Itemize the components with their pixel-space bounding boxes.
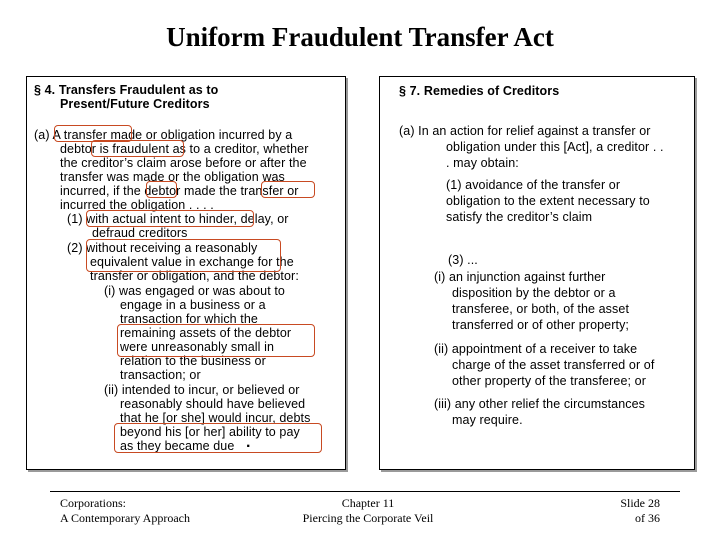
text-line: that he [or she] would incur, debts [120, 411, 311, 425]
text-line: (2) without receiving a reasonably [67, 241, 258, 255]
text-line: transaction for which the [120, 312, 258, 326]
text-line: other property of the transferee; or [452, 374, 646, 388]
text-line: were unreasonably small in [120, 340, 275, 354]
highlight-ability-to-pay [114, 423, 322, 453]
text-line: transferee, or both, of the asset [452, 302, 630, 316]
highlight-is-fraudulent [91, 140, 184, 157]
footer-slide-total: of 36 [635, 511, 660, 525]
text-line: remaining assets of the debtor [120, 326, 292, 340]
text-line: the creditor’s claim arose before or after the [60, 156, 307, 170]
footer-course-line1: Corporations: [60, 496, 126, 510]
text-line: debtor is fraudulent as to a creditor, whether [60, 142, 309, 156]
text-line: transfer was made or the obligation was [60, 170, 285, 184]
text-line: charge of the asset transferred or of [452, 358, 655, 372]
text-line: transfer or obligation, and the debtor: [90, 269, 299, 283]
text-line: (ii) appointment of a receiver to take [434, 342, 638, 356]
highlight-transfer-2 [261, 181, 315, 198]
text-line: engage in a business or a [120, 298, 266, 312]
text-line: (i) an injunction against further [434, 270, 606, 284]
text-line: as they became due [120, 439, 235, 453]
text-line: . may obtain: [446, 156, 519, 170]
section-7-box [379, 76, 695, 470]
text-line: (ii) intended to incur, or believed or [104, 383, 300, 397]
footer-course-line2: A Contemporary Approach [60, 511, 190, 525]
section-4-heading-line2: Present/Future Creditors [60, 97, 210, 111]
text-line: (a) In an action for relief against a transfer or [399, 124, 651, 138]
footer-chapter-title: Piercing the Corporate Veil [302, 511, 434, 525]
text-line: (1) avoidance of the transfer or [446, 178, 621, 192]
text-line: may require. [452, 413, 523, 427]
text-line: (iii) any other relief the circumstances [434, 397, 646, 411]
text-line: transaction; or [120, 368, 201, 382]
text-line: beyond his [or her] ability to pay [120, 425, 300, 439]
section-4-heading-line1: § 4. Transfers Fraudulent as to [34, 83, 219, 97]
slide-title: Uniform Fraudulent Transfer Act [166, 22, 554, 52]
text-line: equivalent value in exchange for the [90, 255, 294, 269]
section-4-box [26, 76, 346, 470]
text-line: (a) A transfer made or obligation incurred by a [34, 128, 293, 142]
footer-divider [50, 491, 680, 492]
footer-slide-number: Slide 28 [620, 496, 660, 510]
final-period: . [246, 434, 251, 451]
text-line: transferred or of other property; [452, 318, 629, 332]
footer-chapter: Chapter 11 [341, 496, 395, 510]
text-line: incurred, if the debtor made the transfer or [60, 184, 299, 198]
text-line: obligation to the extent necessary to [446, 194, 650, 208]
highlight-debtor [146, 181, 177, 198]
section-7-heading: § 7. Remedies of Creditors [399, 84, 560, 98]
text-line: defraud creditors [92, 226, 188, 240]
text-line: relation to the business or [120, 354, 266, 368]
text-line: (i) was engaged or was about to [104, 284, 285, 298]
highlight-reasonably-equivalent-value [86, 239, 281, 272]
text-line: obligation under this [Act], a creditor . . [446, 140, 664, 154]
highlight-actual-intent [86, 210, 254, 227]
text-line: disposition by the debtor or a [452, 286, 616, 300]
text-line: (3) ... [448, 253, 478, 267]
highlight-unreasonably-small [117, 324, 315, 357]
text-line: incurred the obligation . . . . [60, 198, 214, 212]
text-line: reasonably should have believed [120, 397, 306, 411]
text-line: satisfy the creditor’s claim [446, 210, 593, 224]
text-line: (1) with actual intent to hinder, delay, or [67, 212, 289, 226]
